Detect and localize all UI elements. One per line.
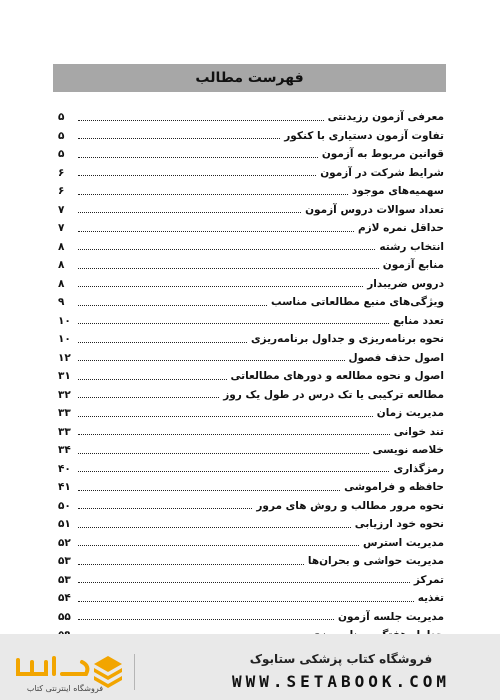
dot-leader [78,416,373,417]
toc-entry[interactable] [58,400,444,419]
toc-entry-page: ۵۴ [58,592,71,604]
toc-entry[interactable] [58,289,444,308]
toc-entry-title: منابع آزمون [382,259,444,271]
toc-entry-title: تند خوانی [393,425,444,438]
dot-leader [78,434,390,435]
toc-entry-page: ۷ [58,203,65,216]
toc-entry[interactable] [58,493,444,512]
toc-entry-title: مدیریت حواشی و بحران‌ها [307,555,444,567]
toc-entry-title: اصول حذف فصول [348,351,444,364]
toc-entry-page: ۶ [58,185,65,197]
dot-leader [78,582,410,583]
toc-entry-title: تمرکز [413,573,444,586]
dot-leader [78,138,280,139]
toc-entry-title: معرفی آزمون رزیدنتی [327,111,444,123]
toc-entry[interactable] [58,585,444,604]
toc-entry-page: ۳۳ [58,425,71,438]
toc-entry-page: ۵۱ [58,518,71,530]
toc-entry-title: نحوه برنامه‌ریزی و جداول برنامه‌ریزی [250,333,444,345]
toc-entry[interactable] [58,271,444,290]
toc-entry[interactable] [58,326,444,345]
toc-entry-title: نحوه خود ارزیابی [354,518,444,530]
toc-entry-title: مدیریت زمان [376,407,444,419]
toc-entry-page: ۵ [58,111,65,123]
toc-entry[interactable] [58,234,444,253]
toc-entry-page: ۳۴ [58,444,71,456]
toc-entry-page: ۶ [58,166,65,179]
toc-entry[interactable] [58,382,444,401]
toc-entry-title: تعدد منابع [393,314,444,327]
dot-leader [78,342,247,343]
toc-heading [53,64,446,92]
footer-divider [134,654,135,690]
dot-leader [78,471,389,472]
toc-entry[interactable] [58,474,444,493]
dot-leader [78,619,334,620]
toc-entry-title: تعداد سوالات دروس آزمون [305,203,444,216]
toc-entry[interactable] [58,437,444,456]
toc-entry-title: تغذیه [417,592,444,604]
toc-entry-page: ۷ [58,222,65,234]
dot-leader [78,157,318,158]
dot-leader [78,194,348,195]
logo-tagline: فروشگاه اینترنتی کتاب [26,684,104,693]
toc-entry[interactable] [58,104,444,123]
toc-entry[interactable] [58,456,444,475]
toc-entry-title: خلاصه نویسی [372,444,444,456]
store-name: فروشگاه کتاب پزشکی ستابوک [249,652,433,666]
toc-entry[interactable] [58,141,444,160]
toc-entry-page: ۵۰ [58,499,71,512]
dot-leader [78,508,252,509]
toc-entry-page: ۴۱ [58,481,71,493]
dot-leader [78,397,219,398]
toc-entry[interactable] [58,530,444,549]
toc-entry[interactable] [58,548,444,567]
toc-entry[interactable] [58,345,444,364]
store-url-link[interactable]: WWW.SETABOOK.COM [231,672,451,691]
toc-entry-page: ۵۵ [58,610,71,623]
toc-entry[interactable] [58,511,444,530]
toc-entry-page: ۵۳ [58,573,71,586]
dot-leader [78,323,389,324]
toc-heading-text: فهرست مطالب [195,70,304,86]
toc-entry-page: ۹ [58,296,65,308]
toc-entry-page: ۱۰ [58,333,71,345]
dot-leader [78,286,363,287]
dot-leader [78,527,351,528]
toc-entry-page: ۵ [58,148,65,160]
dot-leader [78,564,304,565]
toc-entry-title: اصول و نحوه مطالعه و دورهای مطالعاتی [230,370,444,382]
table-of-contents [58,104,444,641]
toc-entry-page: ۵۲ [58,536,71,549]
toc-entry-title: مطالعه ترکیبی یا تک درس در طول یک روز [223,388,444,401]
toc-entry-title: شرایط شرکت در آزمون [320,166,444,179]
toc-entry-page: ۳۱ [58,370,71,382]
toc-entry-title: قوانین مربوط به آزمون [321,148,444,160]
toc-entry-page: ۴۰ [58,462,71,475]
dot-leader [78,601,414,602]
toc-entry-page: ۱۰ [58,314,71,327]
dot-leader [78,305,267,306]
toc-entry[interactable] [58,215,444,234]
toc-entry-page: ۸ [58,240,65,253]
dot-leader [78,212,301,213]
dot-leader [78,268,379,269]
toc-entry-page: ۱۲ [58,351,71,364]
toc-entry-title: مدیریت جلسه آزمون [337,610,444,623]
toc-entry[interactable] [58,567,444,586]
dot-leader [78,490,340,491]
toc-entry-page: ۵ [58,129,65,142]
dot-leader [78,453,369,454]
toc-entry[interactable] [58,123,444,142]
toc-entry-title: رمزگذاری [393,462,444,475]
toc-entry-page: ۳۲ [58,388,71,401]
toc-entry[interactable] [58,308,444,327]
toc-entry[interactable] [58,160,444,179]
toc-entry-title: تفاوت آزمون دستیاری با کنکور [284,129,444,142]
toc-entry[interactable] [58,363,444,382]
toc-entry-title: نحوه مرور مطالب و روش های مرور [256,499,444,512]
dot-leader [78,545,359,546]
dot-leader [78,120,324,121]
toc-entry-page: ۳۳ [58,407,71,419]
toc-entry-title: مدیریت استرس [363,536,444,549]
toc-entry[interactable] [58,604,444,623]
toc-entry-title: انتخاب رشته [379,240,444,253]
toc-entry-page: ۸ [58,277,65,290]
toc-entry[interactable] [58,252,444,271]
dot-leader [78,231,354,232]
dot-leader [78,379,227,380]
toc-entry-page: ۸ [58,259,65,271]
toc-entry-title: دروس ضریبدار [367,277,444,290]
logo-wordmark [18,658,87,674]
dot-leader [78,360,345,361]
store-info [226,652,456,691]
toc-entry-title: حداقل نمره لازم [357,222,444,234]
toc-entry-title: سهمیه‌های موجود [351,185,444,197]
toc-entry-title: ویژگی‌های منبع مطالعاتی مناسب [270,296,444,308]
dot-leader [78,175,316,176]
toc-entry[interactable] [58,197,444,216]
toc-entry-page: ۵۳ [58,555,71,567]
toc-entry-title: حافظه و فراموشی [344,481,444,493]
dot-leader [78,249,375,250]
toc-entry[interactable] [58,419,444,438]
toc-entry[interactable] [58,178,444,197]
